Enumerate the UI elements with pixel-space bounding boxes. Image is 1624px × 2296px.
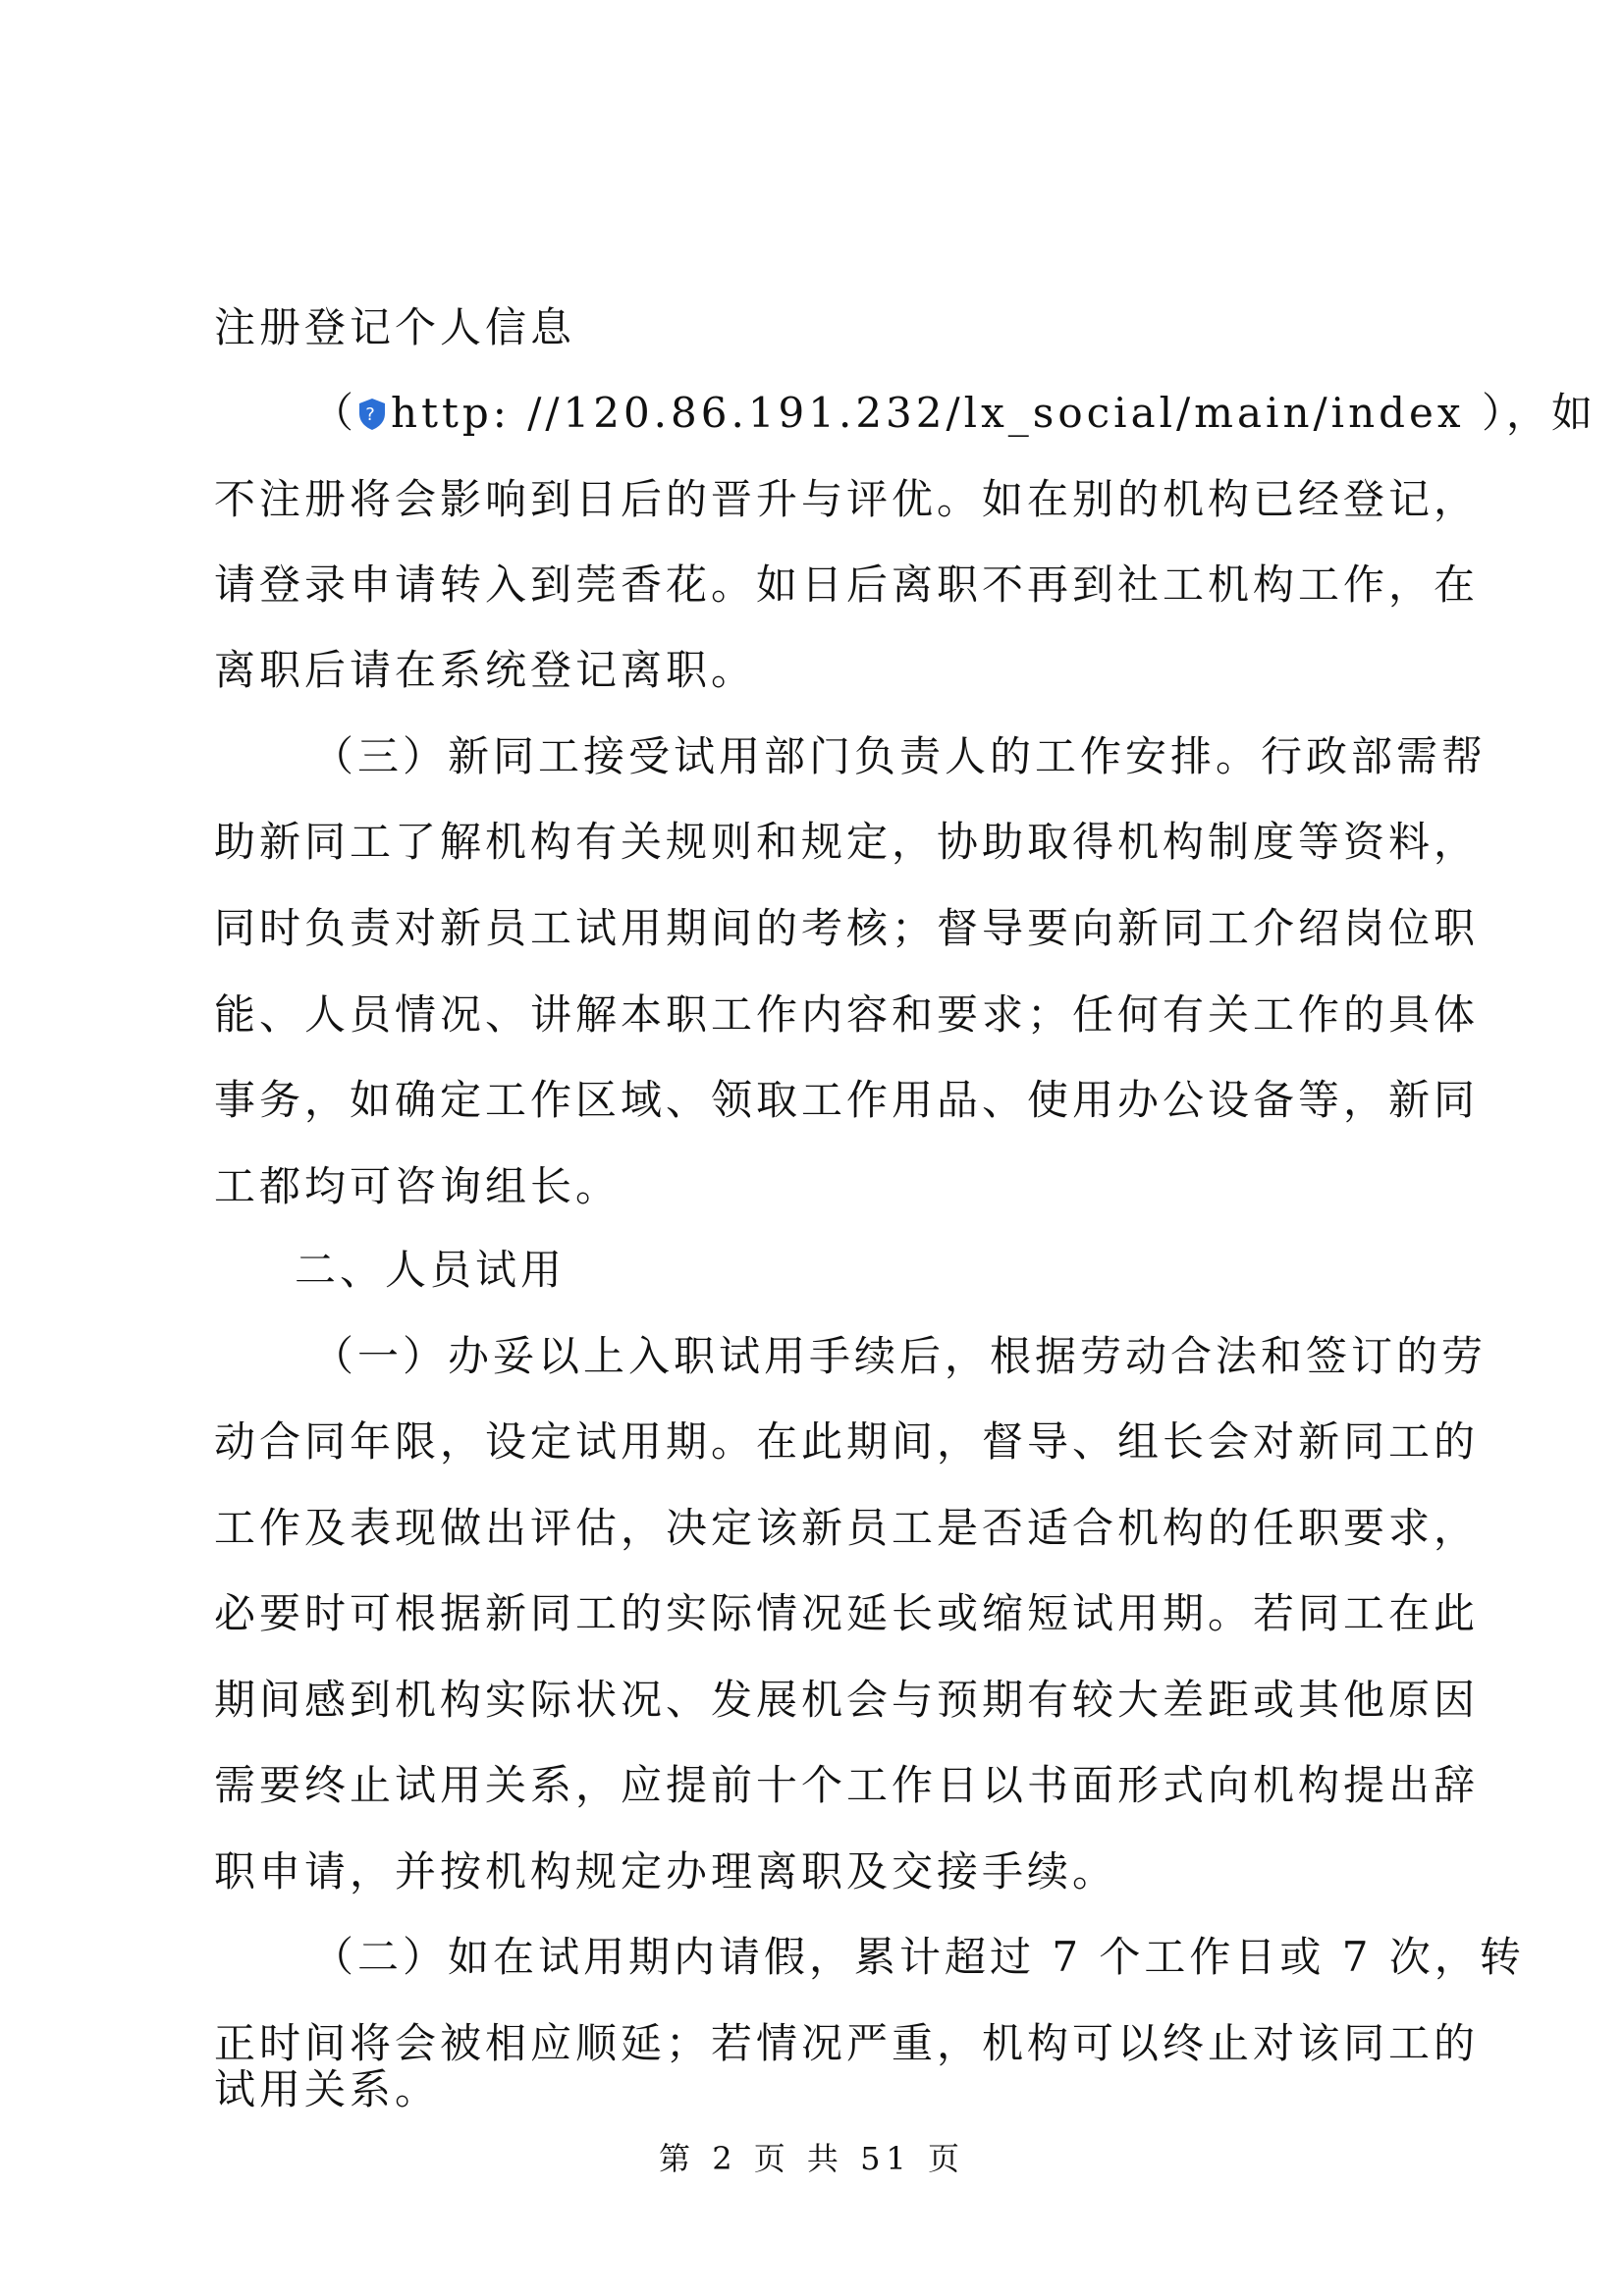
text-line: 事务，如确定工作区域、领取工作用品、使用办公设备等，新同	[214, 1076, 1480, 1124]
text-line: 工都均可咨询组长。	[214, 1162, 622, 1210]
text-line: 正时间将会被相应顺延；若情况严重，机构可以终止对该同工的	[214, 2019, 1480, 2067]
text-line: 助新同工了解机构有关规则和规定，协助取得机构制度等资料，	[214, 818, 1480, 866]
page-footer: 第 2 页 共 51 页	[659, 2140, 965, 2177]
text-line: 工作及表现做出评估，决定该新员工是否适合机构的任职要求，	[214, 1504, 1480, 1552]
text-line: 不注册将会影响到日后的晋升与评优。如在别的机构已经登记，	[214, 475, 1480, 523]
shield-icon	[357, 390, 387, 423]
text-line: 动合同年限，设定试用期。在此期间，督导、组长会对新同工的	[214, 1417, 1480, 1466]
text-line: 请登录申请转入到莞香花。如日后离职不再到社工机构工作，在	[214, 561, 1480, 609]
svg-text:?: ?	[365, 404, 379, 425]
text-line: （二）如在试用期内请假，累计超过 7 个工作日或 7 次，转	[312, 1933, 1525, 1981]
paren-open: （	[312, 389, 358, 437]
text-line: 注册登记个人信息	[214, 303, 576, 351]
section-heading: 二、人员试用	[295, 1246, 567, 1294]
text-line: 离职后请在系统登记离职。	[214, 646, 757, 694]
text-line: 能、人员情况、讲解本职工作内容和要求；任何有关工作的具体	[214, 990, 1480, 1039]
text-line: （一）办妥以上入职试用手续后，根据劳动合法和签订的劳	[312, 1332, 1488, 1380]
url-text[interactable]: http: //120.86.191.232/lx_social/main/index ），如	[391, 389, 1597, 437]
text-line: 需要终止试用关系，应提前十个工作日以书面形式向机构提出辞	[214, 1761, 1480, 1809]
text-line: （三）新同工接受试用部门负责人的工作安排。行政部需帮	[312, 732, 1488, 780]
text-line: 同时负责对新员工试用期间的考核；督导要向新同工介绍岗位职	[214, 904, 1480, 952]
text-line: 试用关系。	[214, 2065, 441, 2113]
url-line	[312, 386, 1597, 441]
text-line: 必要时可根据新同工的实际情况延长或缩短试用期。若同工在此	[214, 1589, 1480, 1637]
text-line: 职申请，并按机构规定办理离职及交接手续。	[214, 1847, 1118, 1896]
text-line: 期间感到机构实际状况、发展机会与预期有较大差距或其他原因	[214, 1676, 1480, 1724]
